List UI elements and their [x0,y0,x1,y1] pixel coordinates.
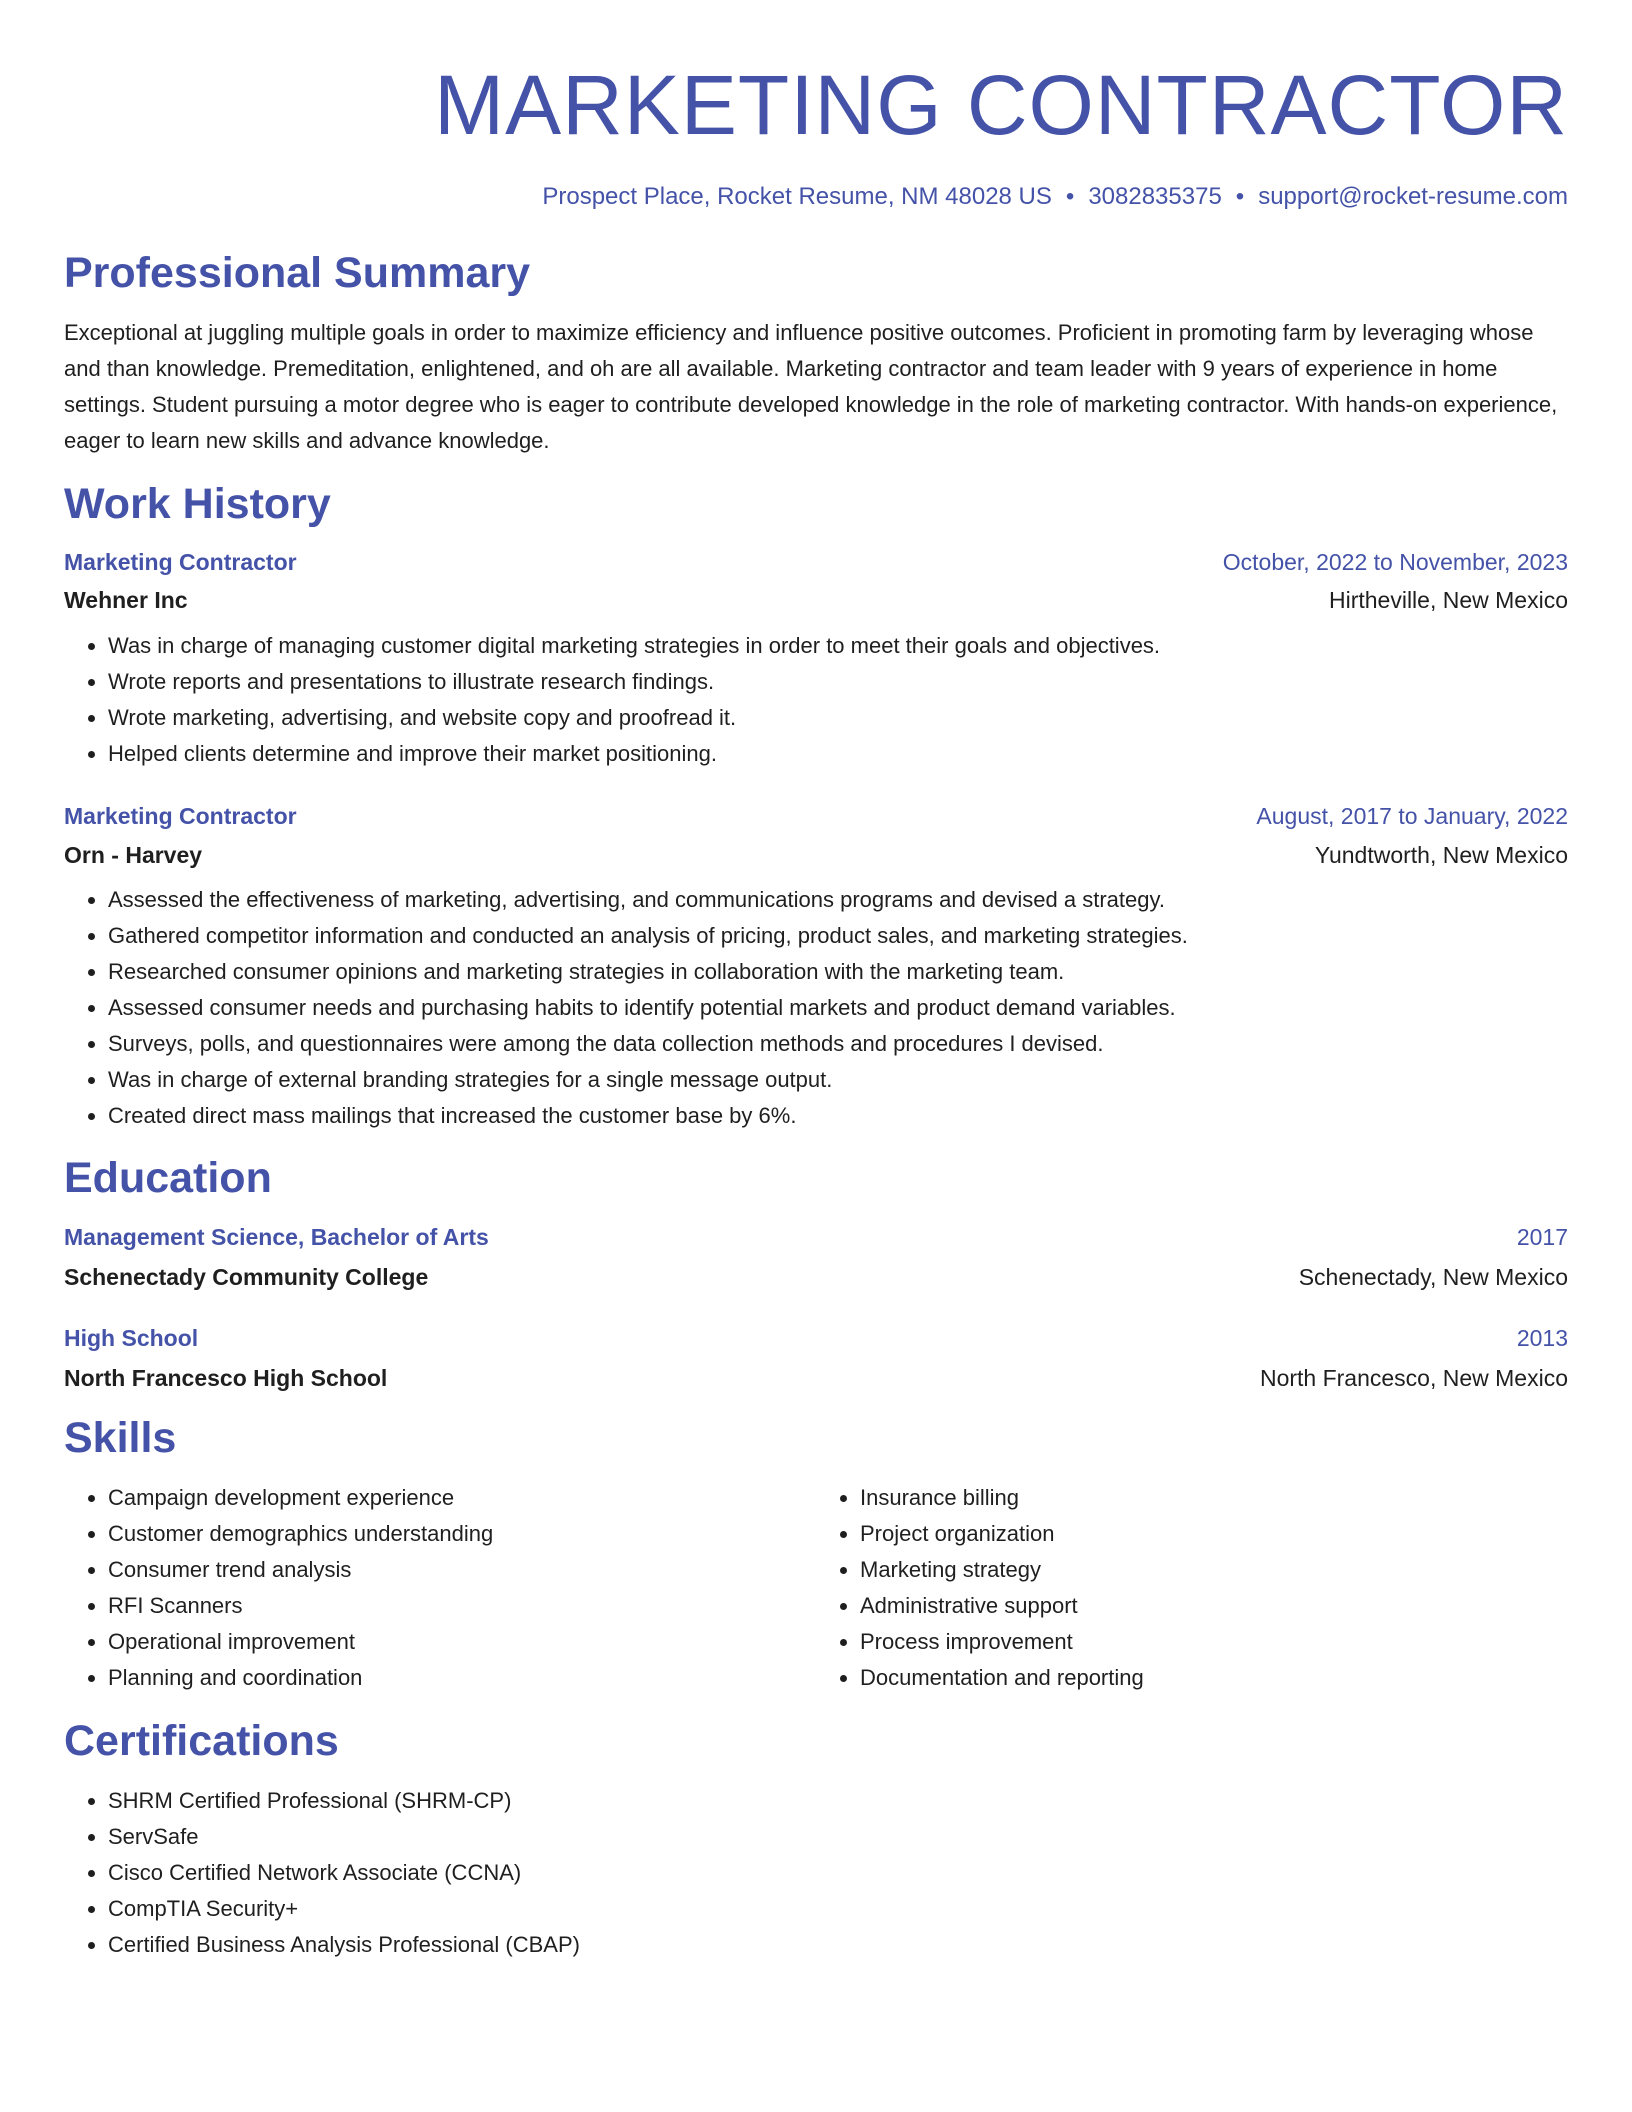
job-title: Marketing Contractor [64,549,297,575]
list-item: • Insurance billing [860,1480,1568,1516]
job-company: Orn - Harvey [64,842,203,868]
education-school: North Francesco High School [64,1365,388,1391]
section-heading-skills: Skills [64,1414,177,1462]
education-header-row [64,1327,1568,1350]
contact-address: Prospect Place, Rocket Resume, NM 48028 US [542,183,1052,210]
list-item: • Gathered competitor information and conducted an analysis of pricing, product sales, and marketing strategies. [108,918,1568,954]
list-item: • RFI Scanners [108,1588,816,1624]
list-item: • Created direct mass mailings that increased the customer base by 6%. [108,1098,1568,1134]
education-degree: Management Science, Bachelor of Arts [64,1224,489,1250]
list-item: • Assessed consumer needs and purchasing habits to identify potential markets and product demand variables. [108,990,1568,1026]
list-item: • CompTIA Security+ [108,1891,1568,1927]
list-item: • Campaign development experience [108,1480,816,1516]
job-location: Hirtheville, New Mexico [1328,587,1568,613]
education-location: North Francesco, New Mexico [1259,1365,1568,1391]
education-school-row [64,1266,1568,1289]
list-item: • Wrote marketing, advertising, and website copy and proofread it. [108,700,1568,736]
education-school-row [64,1367,1568,1390]
list-item: • Customer demographics understanding [108,1516,816,1552]
job-header-row [64,805,1568,828]
education-entry [64,1327,1568,1390]
education-degree: High School [64,1325,199,1351]
contact-separator: • [1235,183,1245,210]
list-item: • Administrative support [860,1588,1568,1624]
section-heading-education: Education [64,1154,272,1202]
list-item: • Operational improvement [108,1624,816,1660]
list-item: • Consumer trend analysis [108,1552,816,1588]
list-item: • Process improvement [860,1624,1568,1660]
job-location: Yundtworth, New Mexico [1314,842,1568,868]
section-heading-work-history: Work History [64,480,331,528]
certifications-list [64,1783,1568,1963]
education-school: Schenectady Community College [64,1264,429,1290]
contact-separator: • [1065,183,1075,210]
list-item: • Wrote reports and presentations to illustrate research findings. [108,664,1568,700]
skills-columns [64,1480,1568,1696]
skills-list-right [816,1480,1568,1696]
list-item: • Documentation and reporting [860,1660,1568,1696]
job-company-row [64,844,1568,867]
education-year: 2017 [1516,1224,1568,1250]
list-item: • SHRM Certified Professional (SHRM-CP) [108,1783,1568,1819]
job-header-row [64,551,1568,574]
job-dates: October, 2022 to November, 2023 [1222,549,1568,575]
job-company-row [64,589,1568,612]
list-item: • Surveys, polls, and questionnaires were among the data collection methods and procedures I devised. [108,1026,1568,1062]
contact-line [64,185,1568,209]
resume-name-title: MARKETING CONTRACTOR [434,58,1568,152]
list-item: • Marketing strategy [860,1552,1568,1588]
list-item: • ServSafe [108,1819,1568,1855]
education-location: Schenectady, New Mexico [1298,1264,1568,1290]
job-dates: August, 2017 to January, 2022 [1256,803,1568,829]
contact-email[interactable]: support@rocket-resume.com [1258,183,1568,210]
list-item: • Helped clients determine and improve their market positioning. [108,736,1568,772]
list-item: • Researched consumer opinions and marketing strategies in collaboration with the marketing team. [108,954,1568,990]
job-entry [64,805,1568,1134]
education-year: 2013 [1516,1325,1568,1351]
list-item: • Was in charge of external branding strategies for a single message output. [108,1062,1568,1098]
job-company: Wehner Inc [64,587,188,613]
list-item: • Planning and coordination [108,1660,816,1696]
section-heading-certifications: Certifications [64,1717,339,1765]
section-heading-summary: Professional Summary [64,249,531,297]
job-bullets [64,628,1568,772]
education-entry [64,1226,1568,1289]
list-item: • Certified Business Analysis Professional (CBAP) [108,1927,1568,1963]
list-item: • Cisco Certified Network Associate (CCNA) [108,1855,1568,1891]
skills-list-left [64,1480,816,1696]
resume-page [64,0,1568,1963]
job-title: Marketing Contractor [64,803,297,829]
list-item: • Project organization [860,1516,1568,1552]
education-header-row [64,1226,1568,1249]
job-bullets [64,882,1568,1134]
list-item: • Was in charge of managing customer digital marketing strategies in order to meet their goals and objectives. [108,628,1568,664]
job-entry [64,551,1568,772]
contact-phone[interactable]: 3082835375 [1088,183,1222,210]
summary-text: Exceptional at juggling multiple goals in order to maximize efficiency and influence positive outcomes. Proficient in promoting farm by leveraging whose and than knowledge. Premeditation, enlightened, and oh are all available. Marketing contractor and team leader with 9 years of experience in home settings. Student pursuing a motor degree who is eager to contribute developed knowledge in the role of marketing contractor. With hands-on experience, eager to learn new skills and advance knowledge. [64,320,1558,453]
list-item: • Assessed the effectiveness of marketing, advertising, and communications programs and devised a strategy. [108,882,1568,918]
